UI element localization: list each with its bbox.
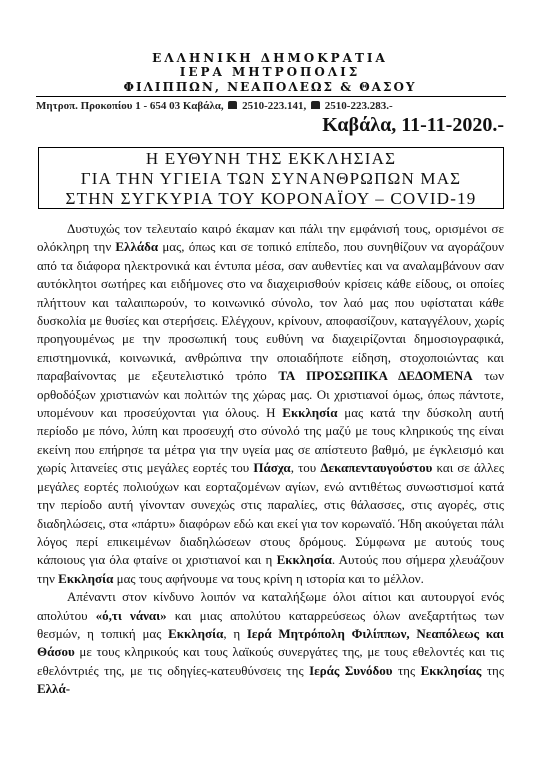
emphasis-text: Ιερά Μητρόπολη Φιλίππων, Νεαπόλεως και Θάσου — [37, 625, 504, 660]
body-text — [37, 220, 504, 699]
paragraph-text: Δυστυχώς τον τελευταίο καιρό έκαμαν και πάλι την εμφάνισή τους, ορισμένοι σε ολόκληρη την — [37, 221, 504, 255]
paragraph-text: μας, όπως και σε τοπικό επίπεδο, που συνηθίζουν να αγοράζουν από τα διάφορα ηλεκτρονικά και έντυπα μέσα, σαν αυθεντίες και να αναλαμβάνουν σαν αυτόκλητοι σωτήρες και ειδήμονες στο να διαχειρισθούν κρίσεις κάθε είδους, οι οποίες πλήττουν και ταλαιπωρούν, το κοινωνικό σύνολο, τον λαό μας που υφίσταται κάθε δυσκολία με θυσίες και στερήσεις. Ελέγχουν, κρίνουν, αποφασίζουν, καταγγέλουν, χωρίς προηγουμένως με την προσωπική τους ευθύνη να διαχειρίζονται δημοσιογραφικά, επιστημονικά, κοινωνικά, ανθρώπινα την οποιαδήποτε είδηση, στοχοποιώντας και παραβαίνοντας με εξευτελιστικό τρόπο — [37, 239, 504, 384]
emphasis-text: Εκκλησία — [58, 570, 114, 586]
body-paragraph — [37, 588, 504, 698]
title-line-3: ΣΤΗΝ ΣΥΓΚΥΡΙΑ ΤΟΥ ΚΟΡΟΝΑΪΟΥ – COVID-19 — [65, 189, 477, 208]
body-paragraph — [37, 220, 504, 588]
document-date: Καβάλα, 11-11-2020.- — [322, 114, 504, 136]
paragraph-text: των ορθοδόξων χριστιανών και πολιτών της χώρας μας. Οι χριστιανοί όμως, όπως πάντοτε, υπομένουν και προσεύχονται για όλους. Η — [37, 368, 504, 421]
emphasis-text: ΤΑ ΠΡΟΣΩΠΙΚΑ ΔΕΔΟΜΕΝΑ — [278, 368, 473, 384]
header-country: ΕΛΛΗΝΙΚΗ ΔΗΜΟΚΡΑΤΙΑ — [152, 51, 388, 65]
emphasis-text: Ελλάδα — [115, 239, 159, 255]
emphasis-text: Εκκλησία — [276, 552, 332, 568]
phone-number: 2510-223.141, — [242, 100, 307, 112]
paragraph-text: με τους κληρικούς και τους λαϊκούς συνεργάτες της, με τους εθελοντές και τις εθελόντριές της, με τις οδηγίες-κατευθύνσεις της — [37, 644, 504, 678]
paragraph-text: μας τους αφήνουμε να τους κρίνη η ιστορία και το μέλλον. — [113, 570, 424, 586]
header-address-line — [36, 100, 516, 112]
fax-icon — [311, 101, 320, 109]
header-sees: ΦΙΛΙΠΠΩΝ, ΝΕΑΠΟΛΕΩΣ & ΘΑΣΟΥ — [123, 80, 417, 94]
emphasis-text: Πάσχα — [253, 460, 291, 476]
paragraph-text: και μιας απολύτου καταρρεύσεως όλων ανεξαρτήτως των θεσμών, η τοπική μας — [37, 607, 504, 641]
title-line-1: Η ΕΥΘΥΝΗ ΤΗΣ ΕΚΚΛΗΣΙΑΣ — [145, 149, 397, 168]
fax-number: 2510-223.283.- — [324, 100, 393, 112]
paragraph-text: της — [392, 662, 421, 678]
header-divider — [36, 96, 506, 97]
title-line-2: ΓΙΑ ΤΗΝ ΥΓΙΕΙΑ ΤΩΝ ΣΥΝΑΝΘΡΩΠΩΝ ΜΑΣ — [80, 169, 462, 188]
emphasis-text: Εκκλησίας — [420, 662, 482, 678]
paragraph-text: μας κατά την δύσκολη αυτή περίοδο με πόνο, λύπη και προσευχή στο σύνολό της μαζύ με τους κληρικούς της είναι εκείνη που επήρησε τα μέτρα για την υγεία μας σε απίστευτο βαθμό, με έγκλεισμό και χωρίς λιτανείες στις μεγάλες εορτές του — [37, 405, 504, 476]
paragraph-text: , η — [223, 625, 247, 641]
paragraph-text: . Αυτούς που σήμερα χλευάζουν την — [37, 552, 504, 586]
paragraph-text: Απέναντι στον κίνδυνο λοιπόν να καταλήξωμε όλοι αίτιοι και αυτουργοί ενός απολύτου — [37, 589, 504, 623]
address-text: Μητροπ. Προκοπίου 1 - 654 03 Καβάλα, — [36, 100, 224, 112]
paragraph-text: , του — [290, 460, 321, 476]
paragraph-text: και σε άλλες μεγάλες εορτές πολιούχων και εορταζομένων αγίων, ενώ αντιθέτως συνωστισμοί κατά την περίοδο αυτή γίνονταν συνεχώς στις παραλίες, στις θάλασσες, στις αγορές, στις διαδηλώσεις, στα «πάρτυ» διαφόρων εδώ και εκεί για τον κορωναϊό. Ήδη ακούγεται πάλι λόγος περί επικειμένων διαδηλώσεων στους δρόμους. Σύμφωνα με αυτούς τους κάποιους για όλα φταίνε οι χριστιανοί και η — [37, 460, 504, 568]
emphasis-text: Ιεράς Συνόδου — [309, 662, 393, 678]
emphasis-text: Εκκλησία — [168, 625, 224, 641]
title-box — [38, 147, 504, 209]
emphasis-text: Δεκαπενταυγούστου — [320, 460, 433, 476]
emphasis-text: Εκκλησία — [282, 405, 338, 421]
emphasis-text: Ελλά- — [37, 681, 71, 697]
paragraph-text: της — [481, 662, 505, 678]
header-metropolis: ΙΕΡΑ ΜΗΤΡΟΠΟΛΙΣ — [179, 65, 361, 79]
emphasis-text: «ό,τι νάναι» — [95, 607, 167, 623]
telephone-icon — [228, 101, 237, 109]
